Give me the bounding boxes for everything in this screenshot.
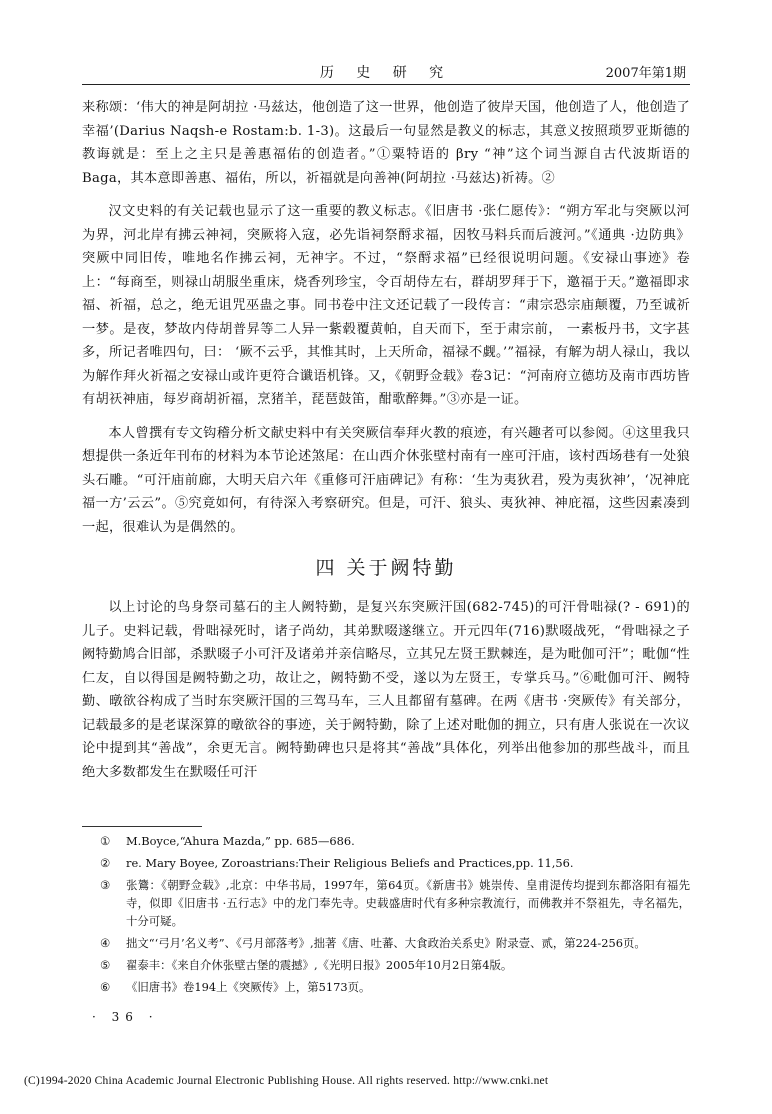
- footnote-mark: ①: [100, 834, 111, 848]
- footnote-divider: [82, 826, 202, 827]
- journal-name: 历 史 研 究: [319, 65, 453, 81]
- footnote-text: re. Mary Boyee, Zoroastrians:Their Religious Beliefs and Practices,pp. 11,56.: [126, 856, 574, 870]
- main-text: [82, 96, 690, 794]
- running-header: [82, 58, 690, 85]
- section-heading: 四 关于阙特勤: [315, 557, 457, 579]
- footnote-mark: ⑥: [100, 980, 111, 994]
- issue-number: 2007年第1期: [605, 66, 686, 81]
- footnote-mark: ③: [100, 878, 111, 892]
- page-number: · 36 ·: [92, 1010, 159, 1024]
- footnote: [100, 876, 690, 930]
- paragraph: 以上讨论的鸟身祭司墓石的主人阙特勤，是复兴东突厥汗国(682-745)的可汗骨咄禄(? - 691)的儿子。史料记载，骨咄禄死时，诸子尚幼，其弟默啜遂继立。开元四年(716)默啜战死，“骨咄禄之子阙特勤鸠合旧部，杀默啜子小可汗及诸弟并亲信略尽，立其兄左贤王默棘连，是为毗伽可汗”；毗伽“性仁友，自以得国是阙特勤之功，故让之，阙特勤不受，遂以为左贤王，专掌兵马。”⑥毗伽可汗、阙特勤、暾欲谷构成了当时东突厥汗国的三驾马车，三人且都留有墓碑。在两《唐书 ·突厥传》有关部分，记载最多的是老谋深算的暾欲谷的事迹，关于阙特勤，除了上述对毗伽的拥立，只有唐人张说在一次议论中提到其“善战”，余更无言。阙特勤碑也只是将其“善战”具体化，列举出他参加的那些战斗，而且绝大多数都发生在默啜任可汗: [82, 600, 690, 780]
- footnote-mark: ②: [100, 856, 111, 870]
- paragraph: 本人曾撰有专文钩稽分析文献史料中有关突厥信奉拜火教的痕迹，有兴趣者可以参阅。④这里我只想提供一条近年刊布的材料为本节论述煞尾：在山西介休张壁村南有一座可汗庙，该村西场巷有一处狼头石雕。“可汗庙前廊，大明天启六年《重修可汗庙碑记》有称：‘生为夷狄君，殁为夷狄神’，‘况神庇福一方’云云”。⑤究竟如何，有待深入考察研究。但是，可汗、狼头、夷狄神、神庇福，这些因素凑到一起，很难认为是偶然的。: [82, 425, 690, 535]
- footnote: [100, 832, 690, 850]
- footnote: [100, 854, 690, 872]
- copyright-notice: (C)1994-2020 China Academic Journal Electronic Publishing House. All rights reserved. http://www.cnki.net: [24, 1075, 549, 1087]
- footnote-text: 翟泰丰：《来自介休张壁古堡的震撼》,《光明日报》2005年10月2日第4版。: [126, 958, 513, 972]
- paragraph: 来称颂：‘伟大的神是阿胡拉 ·马兹达，他创造了这一世界，他创造了彼岸天国，他创造了人，他创造了幸福’(Darius Naqsh-e Rostam:b. 1-3)。这最后一句显然是教义的标志，其意义按照琐罗亚斯德的教诲就是：至上之主只是善惠福佑的创造者。”①粟特语的 βry “神”这个词当源自古代波斯语的 Baga，其本意即善惠、福佑，所以，祈福就是向善神(阿胡拉 ·马兹达)祈祷。②: [82, 100, 690, 186]
- footnote: [100, 978, 690, 996]
- footnote: [100, 934, 690, 952]
- footnote-mark: ⑤: [100, 958, 111, 972]
- footnote-text: M.Boyce,“Ahura Mazda,” pp. 685—686.: [126, 834, 355, 848]
- footnotes: [100, 832, 690, 1000]
- footnote-text: 拙文“‘弓月’名义考”、《弓月部落考》,拙著《唐、吐蕃、大食政治关系史》附录壹、贰，第224-256页。: [126, 936, 646, 950]
- footnote-text: 《旧唐书》卷194上《突厥传》上，第5173页。: [126, 980, 371, 994]
- footnote: [100, 956, 690, 974]
- paragraph: 汉文史料的有关记载也显示了这一重要的教义标志。《旧唐书 ·张仁愿传》：“朔方军北与突厥以河为界，河北岸有拂云神祠，突厥将入寇，必先诣祠祭酹求福，因牧马料兵而后渡河。”《通典 ·边防典》突厥中同旧传，唯地名作拂云祠，无神字。不过，“祭酹求福”已经很说明问题。《安禄山事迹》卷上：“每商至，则禄山胡服坐重床，烧香列珍宝，令百胡侍左右，群胡罗拜于下，邀福于天。”邀福即求福、祈福，总之，绝无诅咒巫蛊之事。同书卷中注文还记载了一段传言：“肃宗恐宗庙颠覆，乃至诚祈一梦。是夜，梦故内侍胡普昇等二人异一紫毂覆黄帕，自天而下，至于肃宗前， 一素板丹书，文字甚多，所记者唯四句，曰： ‘厥不云乎，其惟其时，上天所命，福禄不觑。’”福禄，有解为胡人禄山，我以为解作拜火祈福之安禄山或许更符合谶语机锋。又，《朝野佥载》卷3记：“河南府立德坊及南市西坊皆有胡祆神庙，每岁商胡祈福，烹猪羊，琵琶鼓笛，酣歌醉舞。”③亦是一证。: [82, 204, 690, 407]
- footnote-mark: ④: [100, 936, 111, 950]
- footnote-text: 张鷟：《朝野佥载》,北京：中华书局，1997年，第64页。《新唐书》姚崇传、皇甫湜传均提到东都洛阳有福先寺，似即《旧唐书 ·五行志》中的龙门奉先寺。史载盛唐时代有多种宗教流行，而佛教并不祭祖先，寺名福先，十分可疑。: [126, 878, 690, 928]
